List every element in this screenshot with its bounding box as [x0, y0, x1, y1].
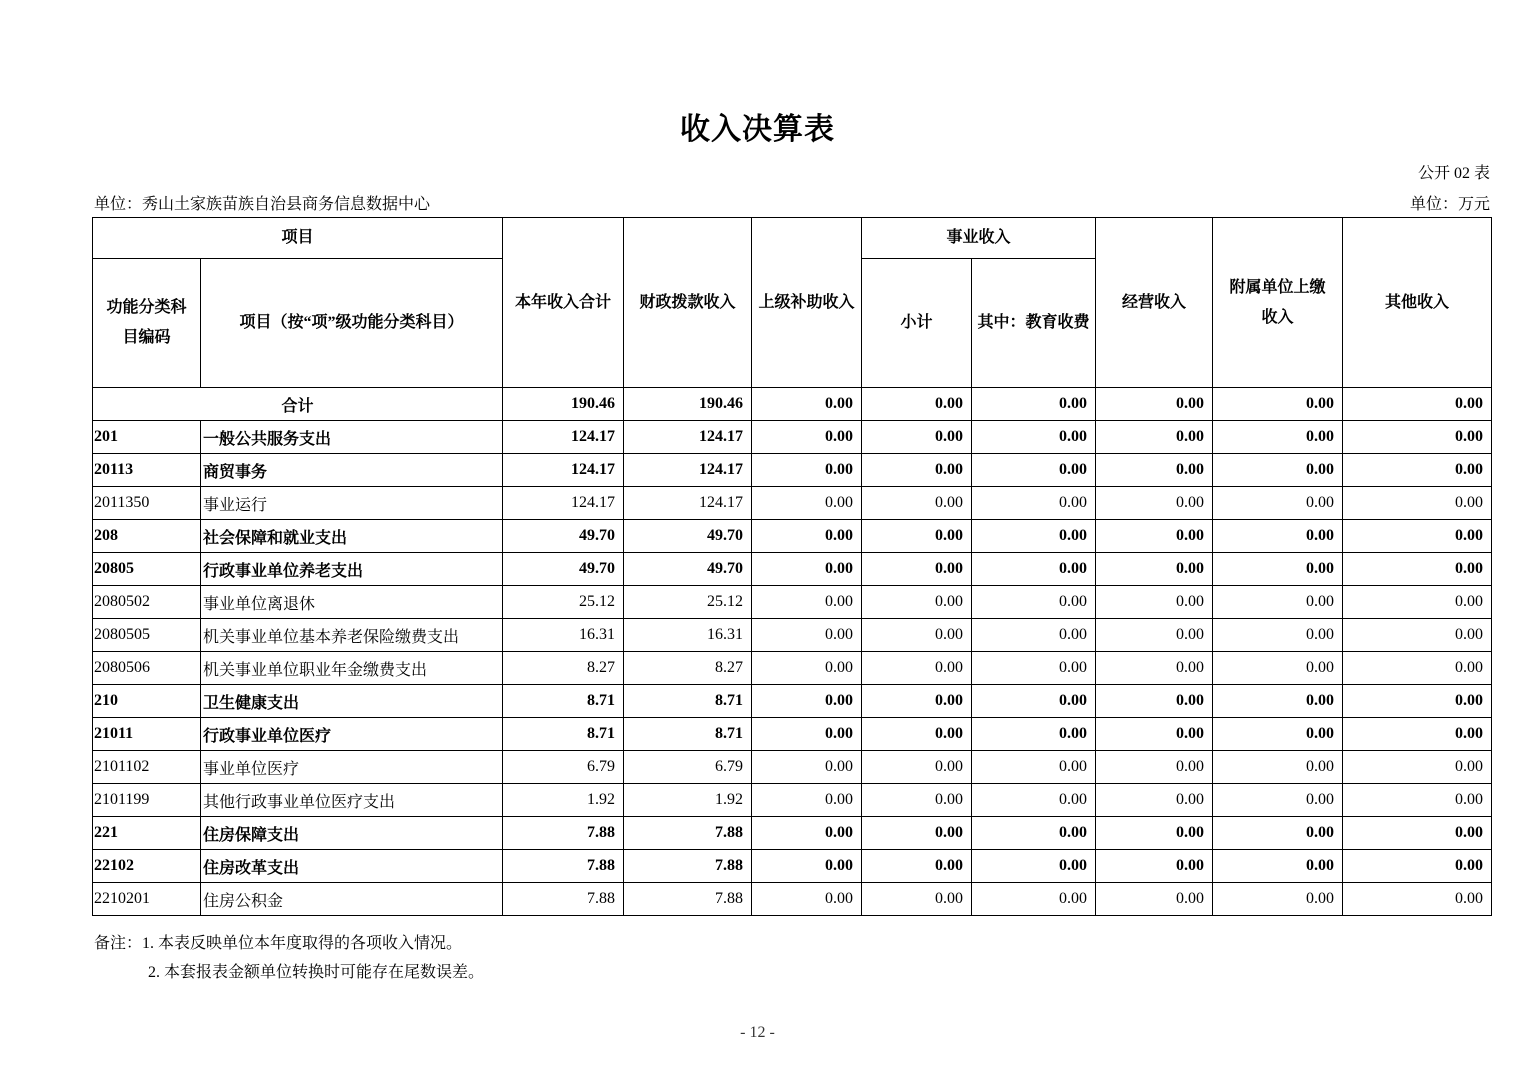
- amount-cell: 0.00: [1343, 685, 1492, 718]
- amount-cell: 0.00: [1096, 487, 1213, 520]
- amount-cell: 124.17: [503, 487, 624, 520]
- table-row: [93, 421, 1492, 454]
- func-code-cell: 20113: [93, 454, 201, 487]
- table-row: [93, 718, 1492, 751]
- amount-cell: 0.00: [752, 586, 862, 619]
- amount-cell: 25.12: [624, 586, 752, 619]
- unit-currency: 单位：万元: [1409, 196, 1490, 213]
- amount-cell: 0.00: [862, 685, 972, 718]
- amount-cell: 1.92: [503, 784, 624, 817]
- note-line-1: 备注：1. 本表反映单位本年度取得的各项收入情况。: [94, 935, 463, 952]
- amount-cell: 0.00: [1213, 817, 1343, 850]
- header-superior: 上级补助收入: [752, 218, 862, 388]
- func-code-cell: 221: [93, 817, 201, 850]
- amount-cell: 0.00: [972, 520, 1096, 553]
- amount-cell: 0.00: [1096, 883, 1213, 916]
- amount-cell: 0.00: [972, 421, 1096, 454]
- amount-cell: 0.00: [1096, 652, 1213, 685]
- amount-cell: 0.00: [862, 784, 972, 817]
- amount-cell: 0.00: [1096, 619, 1213, 652]
- amount-cell: 0.00: [752, 784, 862, 817]
- func-name-cell: 机关事业单位基本养老保险缴费支出: [201, 619, 503, 652]
- amount-cell: 0.00: [972, 784, 1096, 817]
- amount-cell: 0.00: [1343, 421, 1492, 454]
- amount-cell: 0.00: [1096, 520, 1213, 553]
- amount-cell: 0.00: [1096, 421, 1213, 454]
- page-title: 收入决算表: [680, 113, 835, 146]
- amount-cell: 16.31: [624, 619, 752, 652]
- amount-cell: 0.00: [752, 883, 862, 916]
- header-func-name: 项目（按“项”级功能分类科目）: [201, 259, 503, 388]
- total-cell: 190.46: [503, 388, 624, 421]
- amount-cell: 0.00: [862, 619, 972, 652]
- amount-cell: 0.00: [862, 553, 972, 586]
- amount-cell: 0.00: [1343, 454, 1492, 487]
- total-cell: 0.00: [1096, 388, 1213, 421]
- amount-cell: 0.00: [1343, 520, 1492, 553]
- func-code-cell: 2080502: [93, 586, 201, 619]
- amount-cell: 0.00: [1213, 850, 1343, 883]
- amount-cell: 0.00: [972, 487, 1096, 520]
- amount-cell: 0.00: [1096, 553, 1213, 586]
- table-row: [93, 652, 1492, 685]
- amount-cell: 0.00: [1213, 751, 1343, 784]
- header-subtotal: 小计: [862, 259, 972, 388]
- amount-cell: 7.88: [503, 817, 624, 850]
- amount-cell: 6.79: [624, 751, 752, 784]
- amount-cell: 16.31: [503, 619, 624, 652]
- amount-cell: 8.71: [624, 685, 752, 718]
- total-cell: 0.00: [1343, 388, 1492, 421]
- func-code-cell: 2210201: [93, 883, 201, 916]
- table-row: [93, 487, 1492, 520]
- func-code-cell: 20805: [93, 553, 201, 586]
- amount-cell: 0.00: [1213, 784, 1343, 817]
- func-name-cell: 住房公积金: [201, 883, 503, 916]
- func-code-cell: 2080506: [93, 652, 201, 685]
- func-name-cell: 行政事业单位养老支出: [201, 553, 503, 586]
- func-code-cell: 2101199: [93, 784, 201, 817]
- amount-cell: 0.00: [972, 685, 1096, 718]
- func-name-cell: 社会保障和就业支出: [201, 520, 503, 553]
- amount-cell: 0.00: [752, 421, 862, 454]
- amount-cell: 0.00: [1343, 487, 1492, 520]
- amount-cell: 0.00: [1096, 751, 1213, 784]
- header-other: 其他收入: [1343, 218, 1492, 388]
- amount-cell: 0.00: [1213, 652, 1343, 685]
- amount-cell: 0.00: [1343, 718, 1492, 751]
- table-row: [93, 619, 1492, 652]
- table-row: [93, 817, 1492, 850]
- amount-cell: 0.00: [752, 718, 862, 751]
- table-row: [93, 586, 1492, 619]
- func-name-cell: 机关事业单位职业年金缴费支出: [201, 652, 503, 685]
- table-row: [93, 883, 1492, 916]
- total-cell: 190.46: [624, 388, 752, 421]
- total-cell: 0.00: [862, 388, 972, 421]
- amount-cell: 0.00: [752, 652, 862, 685]
- amount-cell: 0.00: [1343, 652, 1492, 685]
- func-code-cell: 22102: [93, 850, 201, 883]
- func-name-cell: 其他行政事业单位医疗支出: [201, 784, 503, 817]
- notes: [94, 929, 484, 987]
- amount-cell: 0.00: [1096, 685, 1213, 718]
- amount-cell: 0.00: [1213, 619, 1343, 652]
- amount-cell: 0.00: [752, 850, 862, 883]
- amount-cell: 0.00: [1213, 520, 1343, 553]
- amount-cell: 0.00: [1096, 454, 1213, 487]
- amount-cell: 8.71: [503, 685, 624, 718]
- amount-cell: 7.88: [624, 817, 752, 850]
- amount-cell: 124.17: [503, 421, 624, 454]
- amount-cell: 0.00: [862, 850, 972, 883]
- amount-cell: 0.00: [862, 718, 972, 751]
- unit-organization: 单位：秀山土家族苗族自治县商务信息数据中心: [94, 196, 431, 213]
- amount-cell: 0.00: [862, 520, 972, 553]
- amount-cell: 25.12: [503, 586, 624, 619]
- amount-cell: 7.88: [503, 850, 624, 883]
- header-education: 其中：教育收费: [972, 259, 1096, 388]
- amount-cell: 0.00: [1096, 817, 1213, 850]
- header-operating: 经营收入: [1096, 218, 1213, 388]
- amount-cell: 49.70: [503, 520, 624, 553]
- amount-cell: 0.00: [1343, 850, 1492, 883]
- func-code-cell: 2080505: [93, 619, 201, 652]
- amount-cell: 8.71: [503, 718, 624, 751]
- amount-cell: 0.00: [752, 751, 862, 784]
- amount-cell: 0.00: [1096, 784, 1213, 817]
- amount-cell: 7.88: [503, 883, 624, 916]
- func-name-cell: 事业单位医疗: [201, 751, 503, 784]
- amount-cell: 0.00: [972, 751, 1096, 784]
- amount-cell: 0.00: [1096, 586, 1213, 619]
- header-total-income: 本年收入合计: [503, 218, 624, 388]
- amount-cell: 0.00: [752, 817, 862, 850]
- amount-cell: 0.00: [1096, 718, 1213, 751]
- amount-cell: 0.00: [972, 454, 1096, 487]
- amount-cell: 0.00: [862, 487, 972, 520]
- amount-cell: 0.00: [972, 718, 1096, 751]
- func-code-cell: 201: [93, 421, 201, 454]
- amount-cell: 6.79: [503, 751, 624, 784]
- amount-cell: 0.00: [1343, 553, 1492, 586]
- func-name-cell: 一般公共服务支出: [201, 421, 503, 454]
- amount-cell: 0.00: [1213, 421, 1343, 454]
- amount-cell: 0.00: [752, 619, 862, 652]
- amount-cell: 0.00: [752, 553, 862, 586]
- amount-cell: 0.00: [972, 850, 1096, 883]
- page-number: - 12 -: [740, 1024, 775, 1041]
- amount-cell: 8.71: [624, 718, 752, 751]
- amount-cell: 124.17: [624, 454, 752, 487]
- func-code-cell: 210: [93, 685, 201, 718]
- amount-cell: 0.00: [972, 586, 1096, 619]
- amount-cell: 49.70: [503, 553, 624, 586]
- amount-cell: 0.00: [972, 817, 1096, 850]
- income-table: [92, 217, 1492, 916]
- func-code-cell: 21011: [93, 718, 201, 751]
- amount-cell: 0.00: [752, 454, 862, 487]
- amount-cell: 7.88: [624, 850, 752, 883]
- amount-cell: 8.27: [503, 652, 624, 685]
- header-fiscal: 财政拨款收入: [624, 218, 752, 388]
- func-name-cell: 住房保障支出: [201, 817, 503, 850]
- note-line-2: 2. 本套报表金额单位转换时可能存在尾数误差。: [148, 964, 485, 981]
- form-number: 公开 02 表: [1417, 165, 1490, 182]
- amount-cell: 0.00: [1343, 784, 1492, 817]
- amount-cell: 0.00: [1213, 718, 1343, 751]
- amount-cell: 0.00: [1343, 883, 1492, 916]
- amount-cell: 49.70: [624, 520, 752, 553]
- amount-cell: 0.00: [862, 883, 972, 916]
- header-project-group: 项目: [93, 218, 503, 259]
- amount-cell: 0.00: [1213, 586, 1343, 619]
- func-code-cell: 208: [93, 520, 201, 553]
- amount-cell: 124.17: [624, 487, 752, 520]
- amount-cell: 0.00: [1343, 619, 1492, 652]
- table-row: [93, 685, 1492, 718]
- amount-cell: 0.00: [862, 421, 972, 454]
- amount-cell: 1.92: [624, 784, 752, 817]
- amount-cell: 0.00: [1213, 685, 1343, 718]
- amount-cell: 0.00: [862, 751, 972, 784]
- amount-cell: 8.27: [624, 652, 752, 685]
- func-name-cell: 商贸事务: [201, 454, 503, 487]
- total-cell: 0.00: [752, 388, 862, 421]
- amount-cell: 0.00: [862, 454, 972, 487]
- amount-cell: 0.00: [752, 520, 862, 553]
- amount-cell: 0.00: [972, 652, 1096, 685]
- amount-cell: 0.00: [1343, 586, 1492, 619]
- header-affiliate: 附属单位上缴收入: [1213, 218, 1343, 388]
- total-label: 合计: [93, 388, 503, 421]
- table-row: [93, 553, 1492, 586]
- table-row: [93, 454, 1492, 487]
- table-row: [93, 751, 1492, 784]
- amount-cell: 0.00: [1343, 817, 1492, 850]
- func-code-cell: 2011350: [93, 487, 201, 520]
- amount-cell: 0.00: [1213, 487, 1343, 520]
- amount-cell: 0.00: [1213, 454, 1343, 487]
- amount-cell: 0.00: [752, 487, 862, 520]
- amount-cell: 0.00: [1343, 751, 1492, 784]
- func-name-cell: 住房改革支出: [201, 850, 503, 883]
- amount-cell: 124.17: [503, 454, 624, 487]
- amount-cell: 0.00: [972, 883, 1096, 916]
- amount-cell: 0.00: [972, 553, 1096, 586]
- amount-cell: 0.00: [1096, 850, 1213, 883]
- table-row: [93, 850, 1492, 883]
- amount-cell: 0.00: [972, 619, 1096, 652]
- func-name-cell: 事业单位离退休: [201, 586, 503, 619]
- total-cell: 0.00: [1213, 388, 1343, 421]
- amount-cell: 124.17: [624, 421, 752, 454]
- amount-cell: 0.00: [1213, 553, 1343, 586]
- amount-cell: 7.88: [624, 883, 752, 916]
- amount-cell: 0.00: [752, 685, 862, 718]
- table-row: [93, 520, 1492, 553]
- table-row: [93, 784, 1492, 817]
- func-name-cell: 行政事业单位医疗: [201, 718, 503, 751]
- func-name-cell: 卫生健康支出: [201, 685, 503, 718]
- total-cell: 0.00: [972, 388, 1096, 421]
- header-func-code: 功能分类科目编码: [93, 259, 201, 388]
- amount-cell: 0.00: [1213, 883, 1343, 916]
- amount-cell: 0.00: [862, 652, 972, 685]
- amount-cell: 49.70: [624, 553, 752, 586]
- header-business-group: 事业收入: [862, 218, 1096, 259]
- amount-cell: 0.00: [862, 817, 972, 850]
- func-name-cell: 事业运行: [201, 487, 503, 520]
- func-code-cell: 2101102: [93, 751, 201, 784]
- total-row: [93, 388, 1492, 421]
- amount-cell: 0.00: [862, 586, 972, 619]
